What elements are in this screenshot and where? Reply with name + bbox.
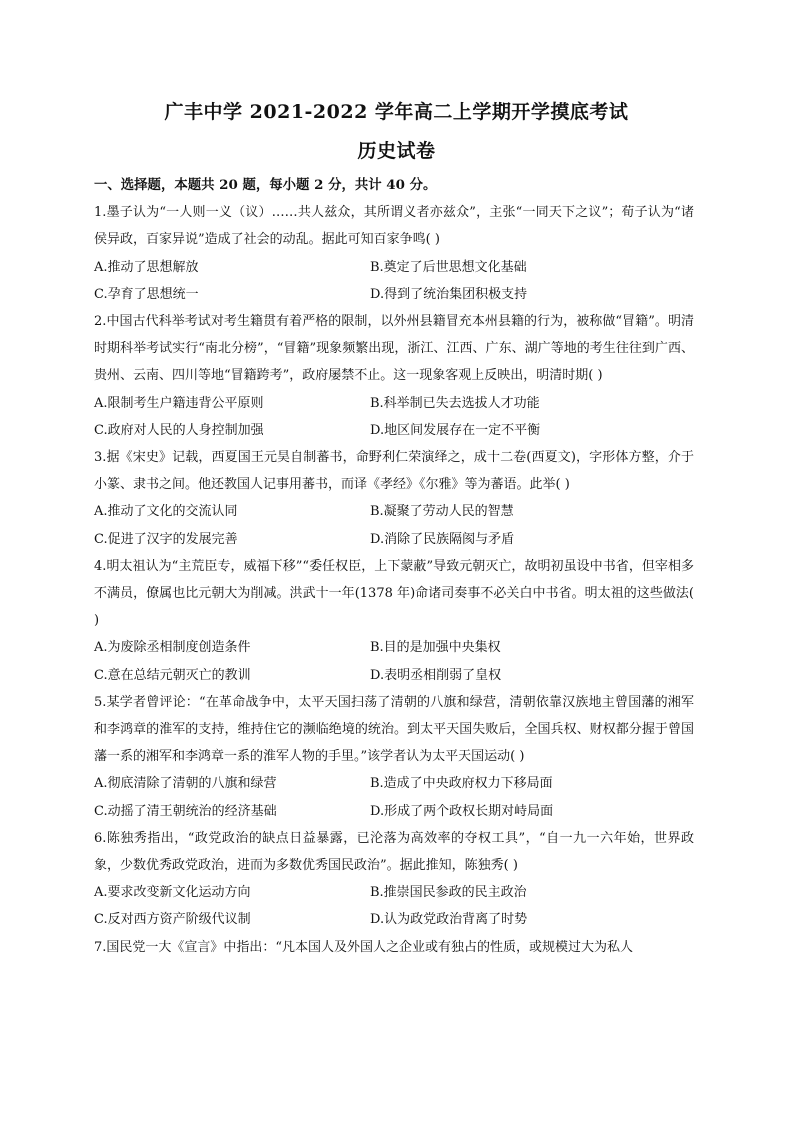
question-stem: 2.中国古代科举考试对考生籍贯有着严格的限制，以外州县籍冒充本州县籍的行为，被称做“冒籍”。明清时期科举考试实行“南北分榜”，“冒籍”现象频繁出现，浙江、江西、广东、湖广等地的考生往往到广西、贵州、云南、四川等地“冒籍跨考”，政府屡禁不止。这一现象客观上反映出，明清时期( ) [94, 314, 694, 384]
option-c: C.政府对人民的人身控制加强 [94, 422, 264, 438]
exam-title: 广丰中学 2021-2022 学年高二上学期开学摸底考试 [164, 101, 629, 123]
option-d: D.得到了统治集团积极支持 [370, 286, 528, 302]
question-1 [94, 199, 694, 308]
question-3 [94, 444, 694, 553]
option-a: A.要求改变新文化运动方向 [94, 885, 251, 901]
option-a: A.为废除丞相制度创造条件 [94, 640, 251, 656]
option-c: C.促进了汉字的发展完善 [94, 531, 238, 547]
option-b: B.目的是加强中央集权 [370, 640, 501, 656]
option-a: A.推动了思想解放 [94, 259, 199, 275]
question-options [94, 879, 694, 933]
exam-subtitle: 历史试卷 [357, 140, 436, 162]
option-c: C.意在总结元朝灭亡的教训 [94, 667, 251, 683]
option-d: D.地区间发展存在一定不平衡 [370, 422, 541, 438]
option-d: D.表明丞相削弱了皇权 [370, 667, 502, 683]
option-a: A.限制考生户籍违背公平原则 [94, 395, 264, 411]
question-7 [94, 934, 694, 961]
section-heading: 一、选择题，本题共 20 题，每小题 2 分，共计 40 分。 [94, 177, 437, 193]
question-5 [94, 689, 694, 825]
question-stem: 6.陈独秀指出，“政党政治的缺点日益暴露，已沦落为高效率的夺权工具”，“自一九一六年始，世界政象，少数优秀政党政治，进而为多数优秀国民政治”。据此推知，陈独秀( ) [94, 830, 694, 874]
option-d: D.认为政党政治背离了时势 [370, 912, 528, 928]
question-options [94, 498, 694, 552]
question-6 [94, 825, 694, 934]
option-c: C.反对西方资产阶级代议制 [94, 912, 251, 928]
question-2 [94, 308, 694, 444]
option-b: B.推崇国民参政的民主政治 [370, 885, 527, 901]
option-c: C.孕育了思想统一 [94, 286, 199, 302]
question-stem: 5.某学者曾评论：“在革命战争中，太平天国扫荡了清朝的八旗和绿营，清朝依靠汉族地主曾国藩的湘军和李鸿章的淮军的支持，维持住它的濒临绝境的统治。到太平天国失败后，全国兵权、财权都分握于曾国藩一系的湘军和李鸿章一系的淮军人物的手里。”该学者认为太平天国运动( ) [94, 694, 694, 765]
question-options [94, 254, 694, 308]
question-options [94, 770, 694, 824]
question-stem: 1.墨子认为“一人则一义（议）……共人兹众，其所谓义者亦兹众”，主张“一同天下之议”；荀子认为“诸侯异政，百家异说”造成了社会的动乱。据此可知百家争鸣( ) [94, 205, 694, 248]
option-b: B.造成了中央政府权力下移局面 [370, 776, 553, 792]
question-stem: 3.据《宋史》记载，西夏国王元昊自制蕃书，命野利仁荣演绎之，成十二卷(西夏文)，字形体方整，介于小篆、隶书之间。他还教国人记事用蕃书，而译《孝经》《尔雅》等为蕃语。此举( ) [94, 450, 694, 493]
option-a: A.彻底清除了清朝的八旗和绿营 [94, 776, 277, 792]
option-b: B.科举制已失去选拔人才功能 [370, 395, 540, 411]
option-c: C.动摇了清王朝统治的经济基础 [94, 803, 277, 819]
option-b: B.奠定了后世思想文化基础 [370, 259, 527, 275]
question-4 [94, 553, 694, 689]
option-b: B.凝聚了劳动人民的智慧 [370, 504, 514, 520]
exam-content [94, 172, 694, 961]
question-options [94, 390, 694, 444]
option-d: D.形成了两个政权长期对峙局面 [370, 803, 554, 819]
question-stem: 7.国民党一大《宣言》中指出：“凡本国人及外国人之企业或有独占的性质，或规模过大为私人 [94, 939, 634, 955]
option-a: A.推动了文化的交流认同 [94, 504, 238, 520]
question-stem: 4.明太祖认为“主荒臣专，威福下移”“委任权臣，上下蒙蔽”导致元朝灭亡，故明初虽设中书省，但宰相多不满员，僚属也比元朝大为削减。洪武十一年(1378 年)命诸司奏事不必关白中书省。明太祖的这些做法( ) [94, 558, 694, 629]
question-options [94, 634, 694, 688]
option-d: D.消除了民族隔阂与矛盾 [370, 531, 515, 547]
